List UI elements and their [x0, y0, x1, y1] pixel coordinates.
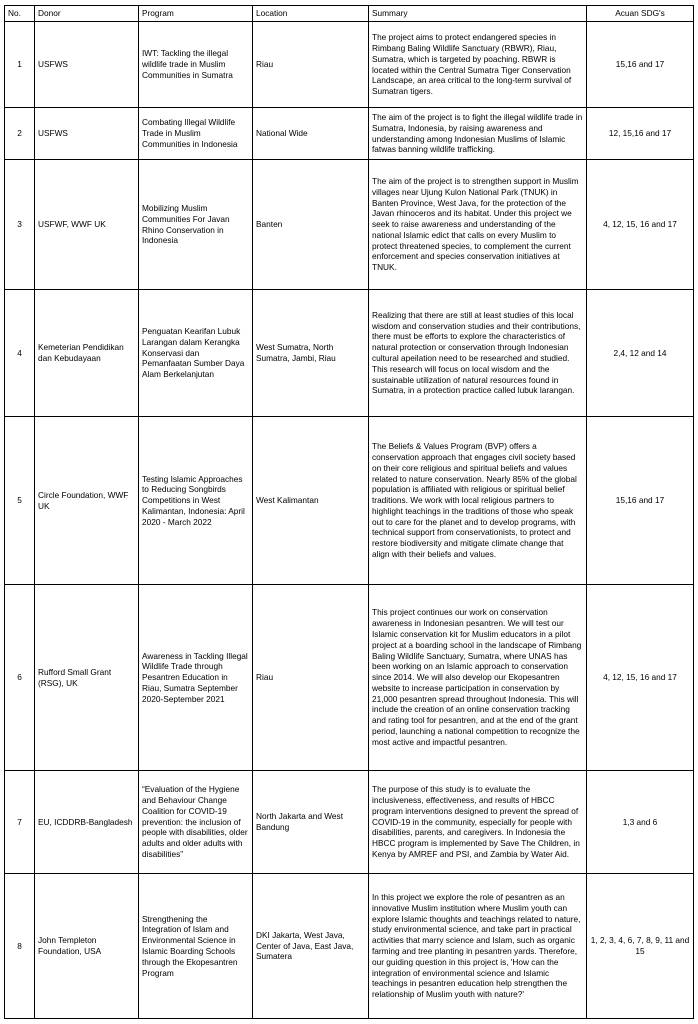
cell-location: Riau [253, 22, 369, 108]
cell-sdgs: 4, 12, 15, 16 and 17 [587, 160, 694, 290]
table-row [5, 585, 694, 771]
table-row [5, 874, 694, 1019]
table-row [5, 417, 694, 585]
cell-no: 8 [5, 874, 35, 1019]
cell-donor: Circle Foundation, WWF UK [35, 417, 139, 585]
cell-donor: USFWS [35, 108, 139, 160]
cell-summary: Realizing that there are still at least studies of this local wisdom and conservation studies and their contributions, there must be efforts to explore the characteristics of natural protection or conservation through Indonesian cultural apeilation need to be researched and studied. This research will focus on local wisdom and the sustainable utilization of natural resources found in Sumatra, in a protection practice called lubuk larangan. [369, 290, 587, 417]
cell-sdgs: 2,4, 12 and 14 [587, 290, 694, 417]
donor-program-table [4, 5, 694, 1019]
cell-sdgs: 15,16 and 17 [587, 417, 694, 585]
header-program: Program [139, 6, 253, 22]
cell-location: West Kalimantan [253, 417, 369, 585]
cell-summary: The aim of the project is to strengthen support in Muslim villages near Ujung Kulon National Park (TNUK) in Banten Province, West Java, for the protection of the Javan rhinoceros and its habitat. Under this project we seek to raise awareness and understanding of the national Islamic edict that calls on every Muslim to protect threatened species, to complement the current enforcement and species conservation initiatives at TNUK. [369, 160, 587, 290]
cell-sdgs: 15,16 and 17 [587, 22, 694, 108]
cell-sdgs: 4, 12, 15, 16 and 17 [587, 585, 694, 771]
table-row [5, 108, 694, 160]
cell-program: IWT: Tackling the illegal wildlife trade in Muslim Communities in Sumatra [139, 22, 253, 108]
cell-no: 2 [5, 108, 35, 160]
cell-sdgs: 1,3 and 6 [587, 771, 694, 874]
cell-summary: The Beliefs & Values Program (BVP) offers a conservation approach that engages civil society based on their core religious and spiritual beliefs and values related to nature conservation. Nearly 85% of the global population is affiliated with religious or spiritual belief traditions. We work with local religious partners to highlight teachings in the traditions of those who speak out to care for the planet and to develop programs, with technical support from conservationists, to protect and restore biodiversity and mitigate climate change that align with their beliefs and values. [369, 417, 587, 585]
cell-location: West Sumatra, North Sumatra, Jambi, Riau [253, 290, 369, 417]
cell-location: National Wide [253, 108, 369, 160]
header-donor: Donor [35, 6, 139, 22]
header-location: Location [253, 6, 369, 22]
cell-no: 1 [5, 22, 35, 108]
table-row [5, 771, 694, 874]
table-header-row [5, 6, 694, 22]
cell-donor: John Templeton Foundation, USA [35, 874, 139, 1019]
cell-program: Awareness in Tackling Illegal Wildlife Trade through Pesantren Education in Riau, Sumatra September 2020-September 2021 [139, 585, 253, 771]
cell-program: “Evaluation of the Hygiene and Behaviour Change Coalition for COVID-19 prevention: the inclusion of people with disabilities, older adults and older adults with disabilities” [139, 771, 253, 874]
cell-summary: The project aims to protect endangered species in Rimbang Baling Wildlife Sanctuary (RBWR), Riau, Sumatra, which is targeted by poaching. RBWR is located within the Central Sumatra Tiger Conservation Landscape, an area critical to the long-term survival of Sumatran tigers. [369, 22, 587, 108]
table-row [5, 160, 694, 290]
cell-summary: The aim of the project is to fight the illegal wildlife trade in Sumatra, Indonesia, by raising awareness and understanding among Indonesian Muslims of Islamic fatwas banning wildlife trafficking. [369, 108, 587, 160]
cell-program: Combating Illegal Wildlife Trade in Muslim Communities in Indonesia [139, 108, 253, 160]
cell-sdgs: 1, 2, 3, 4, 6, 7, 8, 9, 11 and 15 [587, 874, 694, 1019]
header-sdgs: Acuan SDG's [587, 6, 694, 22]
cell-donor: Rufford Small Grant (RSG), UK [35, 585, 139, 771]
cell-program: Strengthening the Integration of Islam and Environmental Science in Islamic Boarding Schools through the Ekopesantren Program [139, 874, 253, 1019]
cell-no: 3 [5, 160, 35, 290]
table-row [5, 22, 694, 108]
cell-donor: Kemeterian Pendidikan dan Kebudayaan [35, 290, 139, 417]
table-row [5, 290, 694, 417]
cell-summary: The purpose of this study is to evaluate the inclusiveness, effectiveness, and results of HBCC program interventions designed to prevent the spread of COVID-19 in the community, especially for people with disabilities, parents, and caregivers. In Indonesia the HBCC program is implemented by Save The Children, in Kenya by AMREF and PSI, and Zambia by Water Aid. [369, 771, 587, 874]
cell-program: Penguatan Kearifan Lubuk Larangan dalam Kerangka Konservasi dan Pemanfaatan Sumber Daya Alam Berkelanjutan [139, 290, 253, 417]
cell-no: 7 [5, 771, 35, 874]
cell-sdgs: 12, 15,16 and 17 [587, 108, 694, 160]
cell-no: 6 [5, 585, 35, 771]
cell-summary: This project continues our work on conservation awareness in Indonesian pesantren. We will test our Islamic conservation kit for Muslim educators in a pilot project at a boarding school in the landscape of Rimbang Baling Wildlife Sanctuary, Sumatra, where UNAS has been working on an Islamic approach to conservation since 2014. We will also develop our Ekopesantren website to increase participation in conservation by 21,000 pesantren spread throughout Indonesia. This will include the creation of an online conservation tracking and rating tool for pesantren, and at the end of the grant period, launching a national competition to recognize the most active and impactful pesantren. [369, 585, 587, 771]
cell-summary: In this project we explore the role of pesantren as an innovative Muslim institution where Muslim youth can explore Islamic thoughts and teachings related to nature, study environmental science, and take part in practical activities that marry science and Islam, such as organic farming and tree planting in pesantren yards. Therefore, our guiding question in this project is, 'How can the integration of environmental science and Islamic teachings in pesantren education help strengthen the relationship of Muslim youth with nature?' [369, 874, 587, 1019]
cell-location: Banten [253, 160, 369, 290]
cell-donor: USFWS [35, 22, 139, 108]
cell-location: North Jakarta and West Bandung [253, 771, 369, 874]
header-summary: Summary [369, 6, 587, 22]
cell-program: Testing Islamic Approaches to Reducing Songbirds Competitions in West Kalimantan, Indonesia: April 2020 - March 2022 [139, 417, 253, 585]
cell-no: 4 [5, 290, 35, 417]
cell-donor: EU, ICDDRB-Bangladesh [35, 771, 139, 874]
cell-no: 5 [5, 417, 35, 585]
cell-program: Mobilizing Muslim Communities For Javan Rhino Conservation in Indonesia [139, 160, 253, 290]
cell-location: DKI Jakarta, West Java, Center of Java, East Java, Sumatera [253, 874, 369, 1019]
cell-location: Riau [253, 585, 369, 771]
header-no: No. [5, 6, 35, 22]
cell-donor: USFWF, WWF UK [35, 160, 139, 290]
